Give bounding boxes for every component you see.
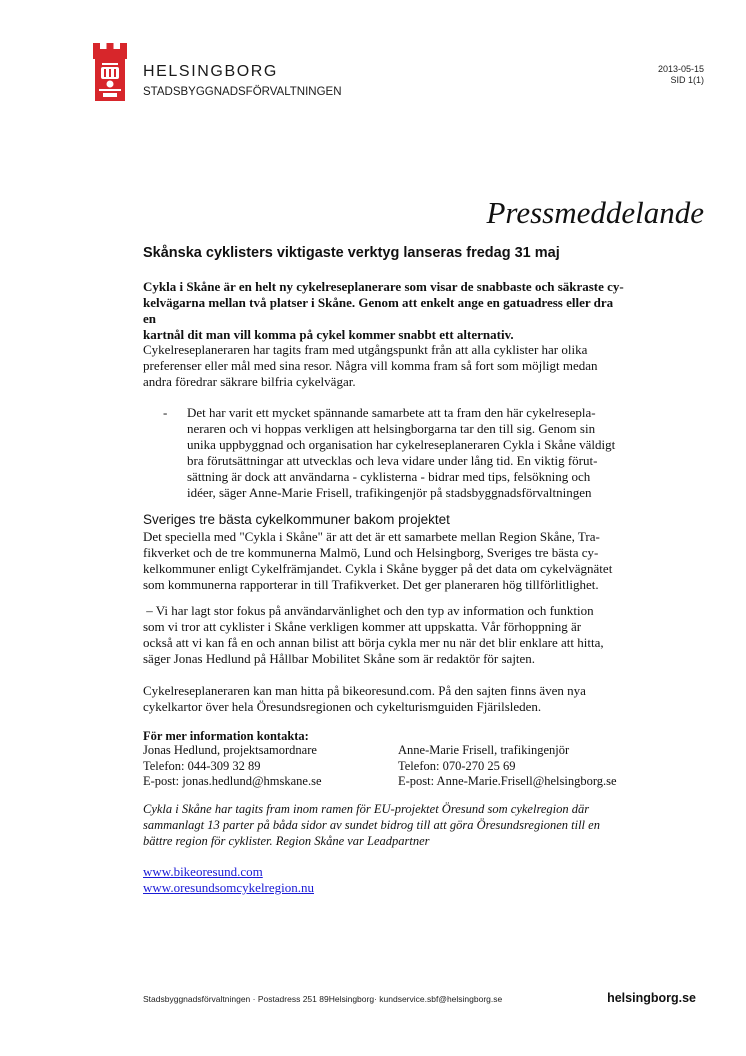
contact-phone: Telefon: 070-270 25 69 (398, 758, 516, 773)
contact-left (143, 743, 322, 790)
date-block (658, 64, 704, 86)
text-line: fikverket och de tre kommunerna Malmö, Lund och Helsingborg, Sveriges tre bästa cy- (143, 545, 599, 560)
subheading: Sveriges tre bästa cykelkommuner bakom projektet (143, 512, 450, 527)
text-line: Cykelreseplaneraren kan man hitta på bikeoresund.com. På den sajten finns även nya (143, 683, 586, 698)
page-number: SID 1(1) (670, 75, 704, 85)
text-line: bra förutsättningar att utvecklas och leva vidare under lång tid. En viktig förut- (187, 453, 598, 468)
contact-heading: För mer information kontakta: (143, 729, 309, 743)
text-line: också att vi kan få en och annan bilist att börja cykla mer nu när det blir enklare att hitta, (143, 635, 604, 650)
headline: Skånska cyklisters viktigaste verktyg lanseras fredag 31 maj (143, 245, 560, 261)
paragraph (143, 529, 628, 593)
text-line: sättning är dock att användarna - cyklisterna - bidrar med tips, felsökning och (187, 469, 591, 484)
text-line: kelkommuner enligt Cykelfrämjandet. Cykla i Skåne bygger på det data om cykelvägnätet (143, 561, 613, 576)
contact-name: Jonas Hedlund, projektsamordnare (143, 743, 317, 757)
quote-paragraph (187, 405, 637, 501)
contact-email: E-post: jonas.hedlund@hmskane.se (143, 774, 322, 788)
bikeoresund-link[interactable]: www.bikeoresund.com (143, 864, 263, 879)
brand-name: HELSINGBORG (143, 63, 278, 80)
contact-email: E-post: Anne-Marie.Frisell@helsingborg.se (398, 774, 617, 788)
text-line: Det speciella med "Cykla i Skåne" är att det är ett samarbete mellan Region Skåne, Tra- (143, 529, 600, 544)
text-line: Cykla i Skåne har tagits fram inom ramen för EU-projektet Öresund som cykelregion där (143, 802, 590, 816)
footer-site: helsingborg.se (607, 991, 696, 1005)
text-line: cykelkartor över hela Öresundsregionen och cykelturismguiden Fjärilsleden. (143, 699, 542, 714)
text-line: Cykelreseplaneraren har tagits fram med utgångspunkt från att alla cyklister har olika (143, 342, 588, 357)
quote-dash: - (163, 405, 168, 420)
text-line: idéer, säger Anne-Marie Frisell, trafikingenjör på stadsbyggnadsförvaltningen (187, 485, 592, 500)
contact-phone: Telefon: 044-309 32 89 (143, 758, 261, 773)
text-line: sammanlagt 13 parter på båda sidor av sundet bidrog till att göra Öresundsregionen till en (143, 818, 600, 832)
oresundsomcykelregion-link[interactable]: www.oresundsomcykelregion.nu (143, 880, 315, 895)
paragraph (143, 603, 628, 667)
text-line: andra föredrar säkrare bilfria cykelvägar. (143, 374, 356, 389)
text-line: Det har varit ett mycket spännande samarbete att ta fram den här cykelresepla- (187, 405, 596, 420)
text-line: unika uppbyggnad och organisation har cykelreseplaneraren Cykla i Skåne väldigt (187, 437, 616, 452)
text-line: kelvägarna mellan två platser i Skåne. Genom att enkelt ange en gatuadress eller dra en (143, 295, 614, 326)
lead-paragraph (143, 279, 628, 343)
text-line: preferenser eller mål med sina resor. Några vill komma fram så fort som möjligt medan (143, 358, 598, 373)
paragraph (143, 683, 628, 715)
text-line: neraren och vi hoppas verkligen att helsingborgarna tar den till sig. Genom sin (187, 421, 596, 436)
project-note (143, 801, 643, 849)
text-line: säger Jonas Hedlund på Hållbar Mobilitet Skåne som är redaktör för sajten. (143, 651, 536, 666)
footer-address: Stadsbyggnadsförvaltningen · Postadress 251 89Helsingborg· kundservice.sbf@helsingborg.se (143, 994, 503, 1004)
document-type: Pressmeddelande (486, 195, 704, 230)
date: 2013-05-15 (657, 64, 704, 74)
text-line: som kommunerna rapporterar in till Trafikverket. Det ger planeraren hög tillförlitlighet. (143, 577, 599, 592)
helsingborg-crest-icon (93, 43, 127, 101)
text-line: som vi tror att cyklister i Skåne verkligen kommer att uppskatta. Vår förhoppning är (143, 619, 582, 634)
department-name: STADSBYGGNADSFÖRVALTNINGEN (143, 86, 342, 98)
text-line: kartnål dit man vill komma på cykel kommer snabbt ett alternativ. (143, 327, 514, 342)
text-line: Cykla i Skåne är en helt ny cykelreseplanerare som visar de snabbaste och säkraste cy- (143, 279, 624, 294)
paragraph (143, 342, 628, 390)
contact-name: Anne-Marie Frisell, trafikingenjör (398, 743, 570, 757)
text-line: – Vi har lagt stor fokus på användarvänlighet och den typ av information och funktion (143, 603, 594, 618)
text-line: bättre region för cyklister. Region Skåne var Leadpartner (143, 834, 430, 848)
contact-right (398, 743, 617, 790)
